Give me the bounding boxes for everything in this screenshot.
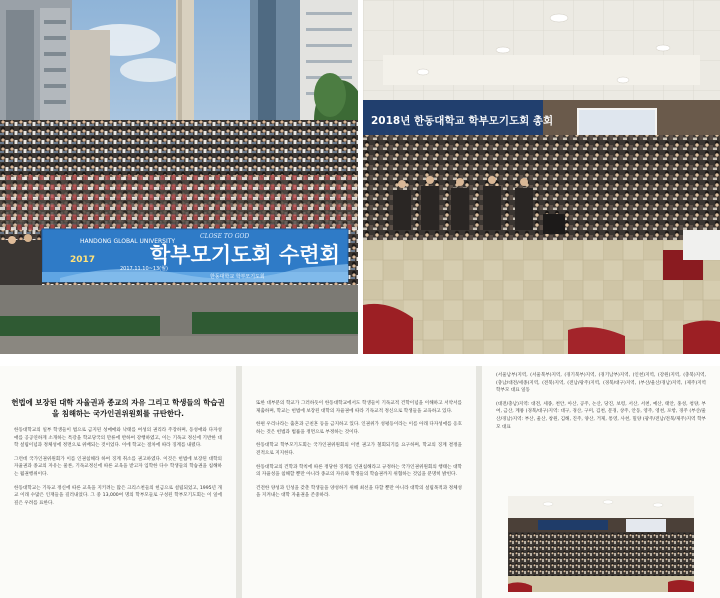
small-group-photo bbox=[508, 496, 694, 592]
banner-title: 학부모기도회 수련회 bbox=[150, 243, 340, 267]
paragraph: 한동대학교는 기독교 정신에 따른 교육을 지키려는 많은 크리스천들의 헌금으로 설립되었고, 1995년 개교 이래 수많은 인재들을 길러내었다. 그 중 13,000여 명의 학부모들로 구성된 학부모기도회는 이 일에 깊은 우려를 표한다. bbox=[14, 485, 222, 506]
paragraph: 그런데 국가인권위원회가 이를 인권침해라 하여 징계 취소를 권고하였다. 이것은 헌법에 보장된 대학의 자율권과 종교의 자유는 물론, 기독교정신에 따른 교육을 받고자 입학한 다수 학생들의 학습권을 침해하는 월권행위이다. bbox=[14, 456, 222, 477]
small-group-photo-graphic bbox=[508, 496, 694, 592]
paragraph: 건전한 양성과 인성을 갖춘 학생들을 양성하기 위해 최선을 다할 뿐만 아니라 대학의 설립목적과 정체성을 지켜내는 대학 자율권을 존중하라. bbox=[256, 485, 462, 499]
indoor-assembly-photo-graphic bbox=[363, 0, 720, 354]
paragraph: 또한 대부분의 학교가 그러하듯이 한동대학교에서도 학생들이 기독교적 건학이념을 이해하고 서약서를 제출하며, 학교는 헌법에 보장된 대학의 자율권에 따라 기독교적 정신으로 학생들을 교육하고 있다. bbox=[256, 401, 462, 414]
article-column-3 bbox=[482, 366, 720, 598]
banner-dates: 2017.11.10~13(월) bbox=[120, 266, 168, 272]
indoor-assembly-photo bbox=[363, 0, 720, 354]
paragraph: (서울남부)지역, (서울북부)지역, (경기북부)지역, (경기남부)지역, (인천)지역, (강원)지역, (충북)지역, (충남/대전/세종)지역, (전북)지역, (전남/광주)지역, (경북/대구)지역, (부산/울산/경남)지역, (제주)지역 학부모 대표 일동 bbox=[496, 373, 706, 394]
article-column-2 bbox=[242, 366, 476, 598]
banner-year: 2017 bbox=[70, 255, 96, 265]
paragraph: 한동대학교의 건학과 학칙에 따른 정당한 징계를 인권침해라고 규정하는 국가인권위원회의 행태는 대학의 자율성을 침해할 뿐만 아니라 종교의 자유와 학생들의 학습권까지 위협하는 것임을 분명히 밝힌다. bbox=[256, 464, 462, 478]
outdoor-group-photo bbox=[0, 0, 358, 354]
paragraph: 한동대학교의 일부 학생들이 법으로 금지된 성매매와 낙태를 여성의 권리라 주장하며, 동성애와 다자성애를 공공연하게 소개하는 특강을 학교당국의 만류에 반하여 강행하였고, 이는 기독교 정신에 기반한 대학 설립이념과 정체성에 정면으로 위배되는 것이었다. 이에 학교는 절차에 따라 징계를 내렸다. bbox=[14, 428, 222, 449]
paragraph: (대전/충남)지역: 대전, 세종, 천안, 아산, 공주, 논산, 당진, 보령, 서산, 서천, 예산, 태안, 홍성, 청양, 부여, 금산, 계룡 (경북/대구)지역: 대구, 경산, 구미, 김천, 문경, 상주, 안동, 영주, 영천, 포항, 경주 (부산/울산/경남)지역: 부산, 울산, 창원, 김해, 진주, 양산, 거제, 통영, 사천, 밀양 (광주/전남/전북/제주)지역 학부모 대표 bbox=[496, 401, 706, 430]
banner-slogan: CLOSE TO GOD bbox=[200, 233, 250, 240]
assembly-banner-title: 2018년 한동대학교 학부모기도회 총회 bbox=[371, 115, 554, 127]
article-column-1 bbox=[0, 366, 236, 598]
outdoor-group-photo-graphic bbox=[0, 0, 358, 354]
banner-host: 한동대학교 학부모기도회 bbox=[210, 274, 265, 280]
paragraph: 한편 우리나라는 출혼과 근친혼 등을 금지하고 있다. 인권위가 성평등이라는 이름 아래 다자성애를 옹호하는 것은 헌법과 법률을 정면으로 부정하는 것이다. bbox=[256, 422, 462, 435]
paragraph: 한동대학교 학부모기도회는 국가인권위원회의 이번 권고가 철회되기를 요구하며, 학교의 징계 결정을 전적으로 지지한다. bbox=[256, 443, 462, 456]
article-headline: 헌법에 보장된 대학 자율권과 종교의 자유 그리고 학생들의 학습권을 침해하는 국가인권위원회를 규탄한다. bbox=[11, 398, 225, 418]
banner-org: HANDONG GLOBAL UNIVERSITY bbox=[80, 238, 176, 245]
